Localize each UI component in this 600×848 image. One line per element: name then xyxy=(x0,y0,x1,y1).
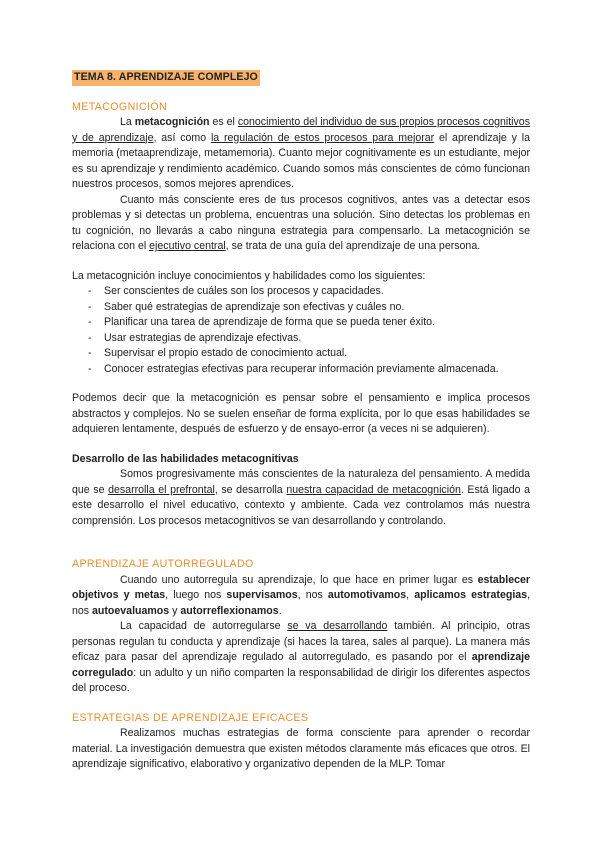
list-item: - Supervisar el propio estado de conocimiento actual. xyxy=(72,346,530,362)
heading-autorregulado: APRENDIZAJE AUTORREGULADO xyxy=(72,558,254,570)
heading-desarrollo: Desarrollo de las habilidades metacognitivas xyxy=(72,452,299,465)
paragraph-development: Somos progresivamente más conscientes de la naturaleza del pensamiento. A medida que se desarrolla el prefrontal, se desarrolla nuestra capacidad de metacognición. Está ligado a este desarrollo el nivel educativo, contexto y ambiente. Cada vez controlamos más nuestra comprensión. Los procesos metacognitivos se van desarrollando y controlando. xyxy=(72,468,531,527)
list-item: - Ser conscientes de cuáles son los procesos y capacidades. xyxy=(72,284,530,300)
paragraph-strategies: Realizamos muchas estrategias de forma consciente para aprender o recordar material. La investigación demuestra que existen métodos claramente más eficaces que otros. El aprendizaje significativo, elaborativo y organizativo dependen de la MLP. Tomar xyxy=(72,727,530,770)
paragraph-metacognition-summary: Podemos decir que la metacognición es pensar sobre el pensamiento e implica procesos abstractos y complejos. No se suelen enseñar de forma explícita, por lo que esas habilidades se adquieren lentamente, después de esfuerzo y de ensayo-error (a veces ni se adquieren). xyxy=(72,392,530,435)
paragraph-self-regulation-development: La capacidad de autorregularse se va desarrollando también. Al principio, otras personas regulan tu conducta y aprendizaje (si haces la tarea, sales al parque). La manera más eficaz para pasar del aprendizaje regulado al autorregulado, es pasando por el aprendizaje corregulado: un adulto y un niño comparten la responsabilidad de dirigir los diferentes aspectos del proceso. xyxy=(72,620,530,694)
list-item: - Planificar una tarea de aprendizaje de forma que se pueda tener éxito. xyxy=(72,315,530,331)
heading-metacognicion: METACOGNICIÓN xyxy=(72,100,168,113)
paragraph-metacognition-awareness: Cuanto más consciente eres de tus procesos cognitivos, antes vas a detectar esos problemas y si detectas un problema, encuentras una solución. Sino detectas los problemas en tu cognición, no llevarás a cabo ninguna estrategia para compensarlo. La metacognición se relaciona con el ejecutivo central, se trata de una guía del aprendizaje de una persona. xyxy=(72,193,530,252)
list-item: - Conocer estrategias efectivas para recuperar información previamente almacenada. xyxy=(72,362,530,378)
paragraph-self-regulation-steps: Cuando uno autorregula su aprendizaje, lo que hace en primer lugar es establecer objetivos y metas, luego nos supervisamos, nos automotivamos, aplicamos estrategias, nos autoevaluamos y autorreflexionamos. xyxy=(72,573,531,617)
document-page xyxy=(72,70,530,773)
list-intro: La metacognición incluye conocimientos y habilidades como los siguientes: xyxy=(72,269,426,282)
list-item: - Saber qué estrategias de aprendizaje son efectivas y cuáles no. xyxy=(72,300,530,316)
heading-estrategias: ESTRATEGIAS DE APRENDIZAJE EFICACES xyxy=(72,711,309,724)
list-item: - Usar estrategias de aprendizaje efectivas. xyxy=(72,331,530,347)
document-title xyxy=(72,70,530,86)
title-highlight: TEMA 8. APRENDIZAJE COMPLEJO xyxy=(72,70,260,86)
paragraph-metacognition-definition: La metacognición es el conocimiento del individuo de sus propios procesos cognitivos y de aprendizaje, así como la regulación de estos procesos para mejorar el aprendizaje y la memoria (metaaprendizaje, metamemoria). Cuanto mejor cognitivamente es un estudiante, mejor es su aprendizaje y rendimiento académico. Cuando somos más conscientes de cómo funcionan nuestros procesos, somos mejores aprendices. xyxy=(72,116,531,190)
skills-list xyxy=(72,284,530,377)
